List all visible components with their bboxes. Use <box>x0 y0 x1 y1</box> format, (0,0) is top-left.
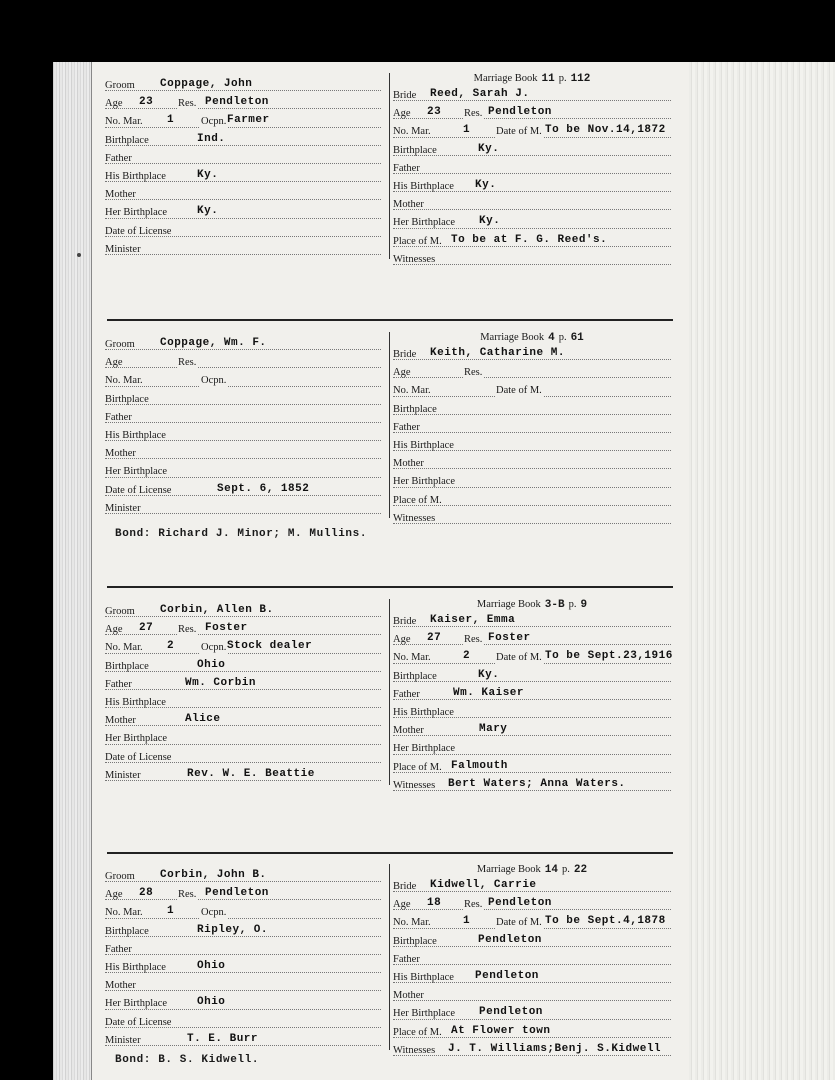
groom-her_birthplace-value: Ohio <box>197 996 226 1009</box>
groom-field-row <box>105 391 385 409</box>
groom-field-row <box>105 132 385 150</box>
groom-res-value: Foster <box>205 622 248 635</box>
field-label: Bride <box>393 616 417 627</box>
field-label: Mother <box>393 725 424 737</box>
fill-line <box>105 954 381 955</box>
groom-field-row <box>105 730 385 748</box>
bride-birthplace-value: Ky. <box>478 668 500 681</box>
bride-field-row <box>393 382 675 400</box>
bride-witnesses-value: J. T. Williams;Benj. S.Kidwell <box>448 1042 662 1055</box>
fill-line <box>393 1000 671 1001</box>
field-label: His Birthplace <box>393 971 454 983</box>
groom-his_birthplace-value: Ohio <box>197 959 226 972</box>
field-label: Age <box>105 98 123 110</box>
field-label: Birthplace <box>105 134 149 146</box>
groom-no_mar-value: 2 <box>167 640 175 653</box>
groom-his_birthplace-value: Ky. <box>197 168 219 181</box>
field-label: Res. <box>177 95 197 113</box>
bride-field-row <box>393 196 675 214</box>
groom-birthplace-value: Ohio <box>197 658 226 671</box>
groom-field-row <box>105 482 385 500</box>
bride-field-row <box>393 178 675 196</box>
field-label: Res. <box>177 621 197 639</box>
bride-her_birthplace-value: Pendleton <box>479 1006 543 1019</box>
field-label: Her Birthplace <box>393 217 456 229</box>
column-divider <box>389 73 390 259</box>
field-label: Res. <box>463 896 483 914</box>
fill-line <box>393 735 671 736</box>
field-label: Groom <box>105 606 135 617</box>
field-label: Ocpn. <box>200 113 227 131</box>
groom-column <box>105 603 385 785</box>
groom-field-row <box>105 113 385 131</box>
bride-field-row <box>393 160 675 178</box>
field-label: Date of M. <box>495 914 543 932</box>
fill-line <box>105 725 381 726</box>
groom-date_of_license-value: Sept. 6, 1852 <box>217 482 310 495</box>
column-divider <box>389 599 390 785</box>
bride-place_of_m-value: To be at F. G. Reed's. <box>451 233 608 246</box>
page-number: 112 <box>570 73 591 85</box>
groom-field-row <box>105 354 385 372</box>
field-label: Place of M. <box>393 494 442 506</box>
field-label: No. Mar. <box>393 385 431 397</box>
bride-birthplace-value: Ky. <box>478 142 500 155</box>
scan-edge-left <box>53 62 91 1080</box>
groom-age-value: 28 <box>139 887 154 900</box>
fill-line <box>393 964 671 965</box>
book-number: 14 <box>544 864 558 876</box>
bride-field-row <box>393 740 675 758</box>
field-label: Birthplace <box>105 660 149 672</box>
page-number: 9 <box>580 599 588 611</box>
bride-field-row <box>393 1042 675 1060</box>
fill-line <box>105 199 381 200</box>
index-card-page <box>53 62 835 1080</box>
field-label: Father <box>393 421 420 433</box>
groom-res-value: Pendleton <box>205 96 269 109</box>
bride-field-row <box>393 492 675 510</box>
field-label: His Birthplace <box>105 170 166 182</box>
bride-age-value: 23 <box>427 106 442 119</box>
bride-date_of_m-value: To be Nov.14,1872 <box>545 124 666 137</box>
fill-line <box>105 990 381 991</box>
bride-no_mar-value: 1 <box>463 124 471 137</box>
field-label: Witnesses <box>393 512 436 524</box>
fill-line <box>105 254 381 255</box>
groom-name-value: Corbin, Allen B. <box>160 604 274 616</box>
field-label: His Birthplace <box>105 961 166 973</box>
bride-name-value: Keith, Catharine M. <box>430 347 565 359</box>
field-label: Mother <box>105 715 136 727</box>
groom-field-row <box>105 336 385 354</box>
page-number: 61 <box>570 332 584 344</box>
field-label: Mother <box>105 448 136 460</box>
bride-field-row <box>393 142 675 160</box>
groom-column <box>105 336 385 518</box>
groom-field-row <box>105 168 385 186</box>
field-label: Date of M. <box>495 649 543 667</box>
groom-field-row <box>105 223 385 241</box>
fill-line <box>105 422 381 423</box>
field-label: Res. <box>177 886 197 904</box>
groom-field-row <box>105 204 385 222</box>
field-label: Her Birthplace <box>105 207 168 219</box>
field-label: Her Birthplace <box>393 476 456 488</box>
field-label: His Birthplace <box>393 439 454 451</box>
field-label: Her Birthplace <box>105 466 168 478</box>
field-label: Minister <box>105 243 141 255</box>
book-number: 3-B <box>544 599 565 611</box>
field-label: Birthplace <box>105 393 149 405</box>
bride-his_birthplace-value: Ky. <box>475 178 497 191</box>
bride-column <box>393 597 675 795</box>
field-label: Date of License <box>105 484 172 496</box>
field-label: Witnesses <box>393 253 436 265</box>
bride-field-row <box>393 933 675 951</box>
groom-her_birthplace-value: Ky. <box>197 205 219 218</box>
field-label: Age <box>105 624 123 636</box>
groom-field-row <box>105 445 385 463</box>
field-label: Birthplace <box>393 670 437 682</box>
field-label: Her Birthplace <box>105 998 168 1010</box>
book-label: p. <box>568 599 577 610</box>
field-label: Her Birthplace <box>393 1008 456 1020</box>
groom-field-row <box>105 639 385 657</box>
bride-field-row <box>393 233 675 251</box>
field-label: Ocpn. <box>200 639 227 657</box>
field-label: Age <box>105 889 123 901</box>
bride-age-value: 18 <box>427 897 442 910</box>
bride-name-value: Kidwell, Carrie <box>430 879 537 891</box>
bride-witnesses-value: Bert Waters; Anna Waters. <box>448 777 626 790</box>
field-label: Groom <box>105 339 135 350</box>
field-label: Father <box>393 688 420 700</box>
field-label: Date of M. <box>495 382 543 400</box>
field-label: Mother <box>105 189 136 201</box>
field-label: Age <box>105 357 123 369</box>
field-label: No. Mar. <box>393 652 431 664</box>
book-label: Marriage Book <box>480 332 545 343</box>
groom-res-value: Pendleton <box>205 887 269 900</box>
field-label: Date of License <box>105 1016 172 1028</box>
field-label: Bride <box>393 881 417 892</box>
record-separator <box>107 852 673 854</box>
groom-birthplace-value: Ind. <box>197 132 226 145</box>
field-label: Res. <box>463 105 483 123</box>
bride-place_of_m-value: At Flower town <box>451 1024 551 1037</box>
field-label: Birthplace <box>105 925 149 937</box>
bride-res-value: Pendleton <box>488 106 552 119</box>
groom-minister-value: T. E. Burr <box>187 1032 259 1045</box>
groom-minister-value: Rev. W. E. Beattie <box>187 767 315 780</box>
record-separator <box>107 319 673 321</box>
field-label: Birthplace <box>393 403 437 415</box>
field-label: Mother <box>105 980 136 992</box>
bride-field-row <box>393 401 675 419</box>
bride-field-row <box>393 686 675 704</box>
book-label: Marriage Book <box>476 599 541 610</box>
bride-field-row <box>393 649 675 667</box>
margin-rule <box>91 62 92 1080</box>
field-label: No. Mar. <box>393 917 431 929</box>
field-label: Her Birthplace <box>393 743 456 755</box>
marriage-record <box>105 862 675 1062</box>
book-label: p. <box>561 864 570 875</box>
scan-edge-right <box>689 62 835 1080</box>
field-label: Bride <box>393 90 417 101</box>
book-label: p. <box>558 332 567 343</box>
field-label: Birthplace <box>393 935 437 947</box>
marriage-record <box>105 71 675 271</box>
column-divider <box>389 864 390 1050</box>
field-label: Witnesses <box>393 1044 436 1056</box>
punch-mark <box>77 253 81 257</box>
groom-field-row <box>105 995 385 1013</box>
groom-age-value: 23 <box>139 96 154 109</box>
field-label: Mother <box>393 990 424 1002</box>
bride-field-row <box>393 455 675 473</box>
book-label: Marriage Book <box>473 73 538 84</box>
bride-field-row <box>393 346 675 364</box>
bride-column <box>393 71 675 269</box>
fill-line <box>393 377 671 378</box>
bride-name-value: Kaiser, Emma <box>430 614 516 626</box>
marriage-record <box>105 597 675 797</box>
field-label: Bride <box>393 349 417 360</box>
bride-res-value: Foster <box>488 632 531 645</box>
field-label: Minister <box>105 1034 141 1046</box>
field-label: Date of License <box>105 225 172 237</box>
field-label: No. Mar. <box>105 375 143 387</box>
field-label: Father <box>105 152 132 164</box>
bride-field-row <box>393 722 675 740</box>
field-label: His Birthplace <box>393 706 454 718</box>
field-label: Father <box>105 678 132 690</box>
book-number: 4 <box>548 332 555 344</box>
field-label: Age <box>393 367 411 379</box>
field-label: Father <box>393 953 420 965</box>
field-label: Res. <box>463 364 483 382</box>
bride-birthplace-value: Pendleton <box>478 933 542 946</box>
groom-name-value: Coppage, John <box>160 78 253 90</box>
groom-field-row <box>105 186 385 204</box>
fill-line <box>393 173 671 174</box>
groom-field-row <box>105 886 385 904</box>
fill-line <box>105 386 381 387</box>
groom-field-row <box>105 1032 385 1050</box>
bond-note: Bond: Richard J. Minor; M. Mullins. <box>115 528 368 540</box>
field-label: Res. <box>463 631 483 649</box>
bride-column <box>393 330 675 528</box>
groom-name-value: Corbin, John B. <box>160 869 267 881</box>
bride-no_mar-value: 1 <box>463 915 471 928</box>
bride-field-row <box>393 704 675 722</box>
groom-field-row <box>105 427 385 445</box>
bride-field-row <box>393 251 675 269</box>
field-label: No. Mar. <box>105 642 143 654</box>
field-label: Birthplace <box>393 144 437 156</box>
field-label: Place of M. <box>393 761 442 773</box>
bride-place_of_m-value: Falmouth <box>451 759 508 772</box>
groom-field-row <box>105 767 385 785</box>
fill-line <box>393 699 671 700</box>
field-label: Ocpn. <box>200 372 227 390</box>
field-label: No. Mar. <box>393 126 431 138</box>
bride-field-row <box>393 777 675 795</box>
groom-field-row <box>105 150 385 168</box>
field-label: No. Mar. <box>105 907 143 919</box>
field-label: Date of M. <box>495 123 543 141</box>
record-separator <box>107 586 673 588</box>
bride-field-row <box>393 364 675 382</box>
bride-field-row <box>393 123 675 141</box>
marriage-record <box>105 330 675 530</box>
bride-field-row <box>393 969 675 987</box>
field-label: Place of M. <box>393 235 442 247</box>
groom-field-row <box>105 676 385 694</box>
field-label: Res. <box>177 354 197 372</box>
groom-column <box>105 77 385 259</box>
groom-no_mar-value: 1 <box>167 905 175 918</box>
field-label: Date of License <box>105 751 172 763</box>
bride-date_of_m-value: To be Sept.4,1878 <box>545 915 666 928</box>
groom-ocpn-value: Farmer <box>227 114 270 127</box>
field-label: His Birthplace <box>105 696 166 708</box>
bride-father-value: Wm. Kaiser <box>453 686 525 699</box>
groom-field-row <box>105 923 385 941</box>
book-label: p. <box>558 73 567 84</box>
fill-line <box>393 209 671 210</box>
fill-line <box>105 458 381 459</box>
field-label: His Birthplace <box>105 429 166 441</box>
fill-line <box>105 367 381 368</box>
field-label: Mother <box>393 458 424 470</box>
groom-column <box>105 868 385 1050</box>
fill-line <box>105 163 381 164</box>
field-label: Her Birthplace <box>105 733 168 745</box>
field-label: Place of M. <box>393 1026 442 1038</box>
book-number: 11 <box>541 73 555 85</box>
field-label: His Birthplace <box>393 180 454 192</box>
field-label: Age <box>393 899 411 911</box>
groom-name-value: Coppage, Wm. F. <box>160 337 267 349</box>
field-label: Groom <box>105 80 135 91</box>
bride-field-row <box>393 668 675 686</box>
book-label: Marriage Book <box>476 864 541 875</box>
bride-field-row <box>393 437 675 455</box>
groom-field-row <box>105 409 385 427</box>
field-label: Groom <box>105 871 135 882</box>
field-label: Minister <box>105 502 141 514</box>
bride-no_mar-value: 2 <box>463 650 471 663</box>
bride-column <box>393 862 675 1060</box>
bride-her_birthplace-value: Ky. <box>479 215 501 228</box>
fill-line <box>393 468 671 469</box>
bride-field-row <box>393 473 675 491</box>
groom-age-value: 27 <box>139 622 154 635</box>
field-label: Minister <box>105 769 141 781</box>
groom-field-row <box>105 241 385 259</box>
bride-field-row <box>393 510 675 528</box>
field-label: Age <box>393 634 411 646</box>
groom-father-value: Wm. Corbin <box>185 676 257 689</box>
bride-his_birthplace-value: Pendleton <box>475 969 539 982</box>
bond-note: Bond: B. S. Kidwell. <box>115 1054 260 1066</box>
groom-field-row <box>105 712 385 730</box>
groom-ocpn-value: Stock dealer <box>227 640 313 653</box>
field-label: Mother <box>393 199 424 211</box>
field-label: Father <box>105 411 132 423</box>
groom-field-row <box>105 977 385 995</box>
groom-birthplace-value: Ripley, O. <box>197 923 269 936</box>
column-divider <box>389 332 390 518</box>
bride-age-value: 27 <box>427 632 442 645</box>
groom-mother-value: Alice <box>185 713 221 726</box>
fill-line <box>105 918 381 919</box>
bride-field-row <box>393 419 675 437</box>
bride-res-value: Pendleton <box>488 897 552 910</box>
field-label: Witnesses <box>393 779 436 791</box>
groom-field-row <box>105 500 385 518</box>
bride-name-value: Reed, Sarah J. <box>430 88 530 100</box>
fill-line <box>393 432 671 433</box>
groom-field-row <box>105 372 385 390</box>
field-label: Father <box>105 943 132 955</box>
page-number: 22 <box>573 864 588 876</box>
fill-line <box>105 513 381 514</box>
field-label: Age <box>393 108 411 120</box>
bride-mother-value: Mary <box>479 723 508 736</box>
field-label: Ocpn. <box>200 904 227 922</box>
field-label: No. Mar. <box>105 116 143 128</box>
bride-date_of_m-value: To be Sept.23,1916 <box>545 650 673 663</box>
groom-no_mar-value: 1 <box>167 114 175 127</box>
field-label: Father <box>393 162 420 174</box>
groom-field-row <box>105 694 385 712</box>
groom-field-row <box>105 959 385 977</box>
groom-field-row <box>105 941 385 959</box>
